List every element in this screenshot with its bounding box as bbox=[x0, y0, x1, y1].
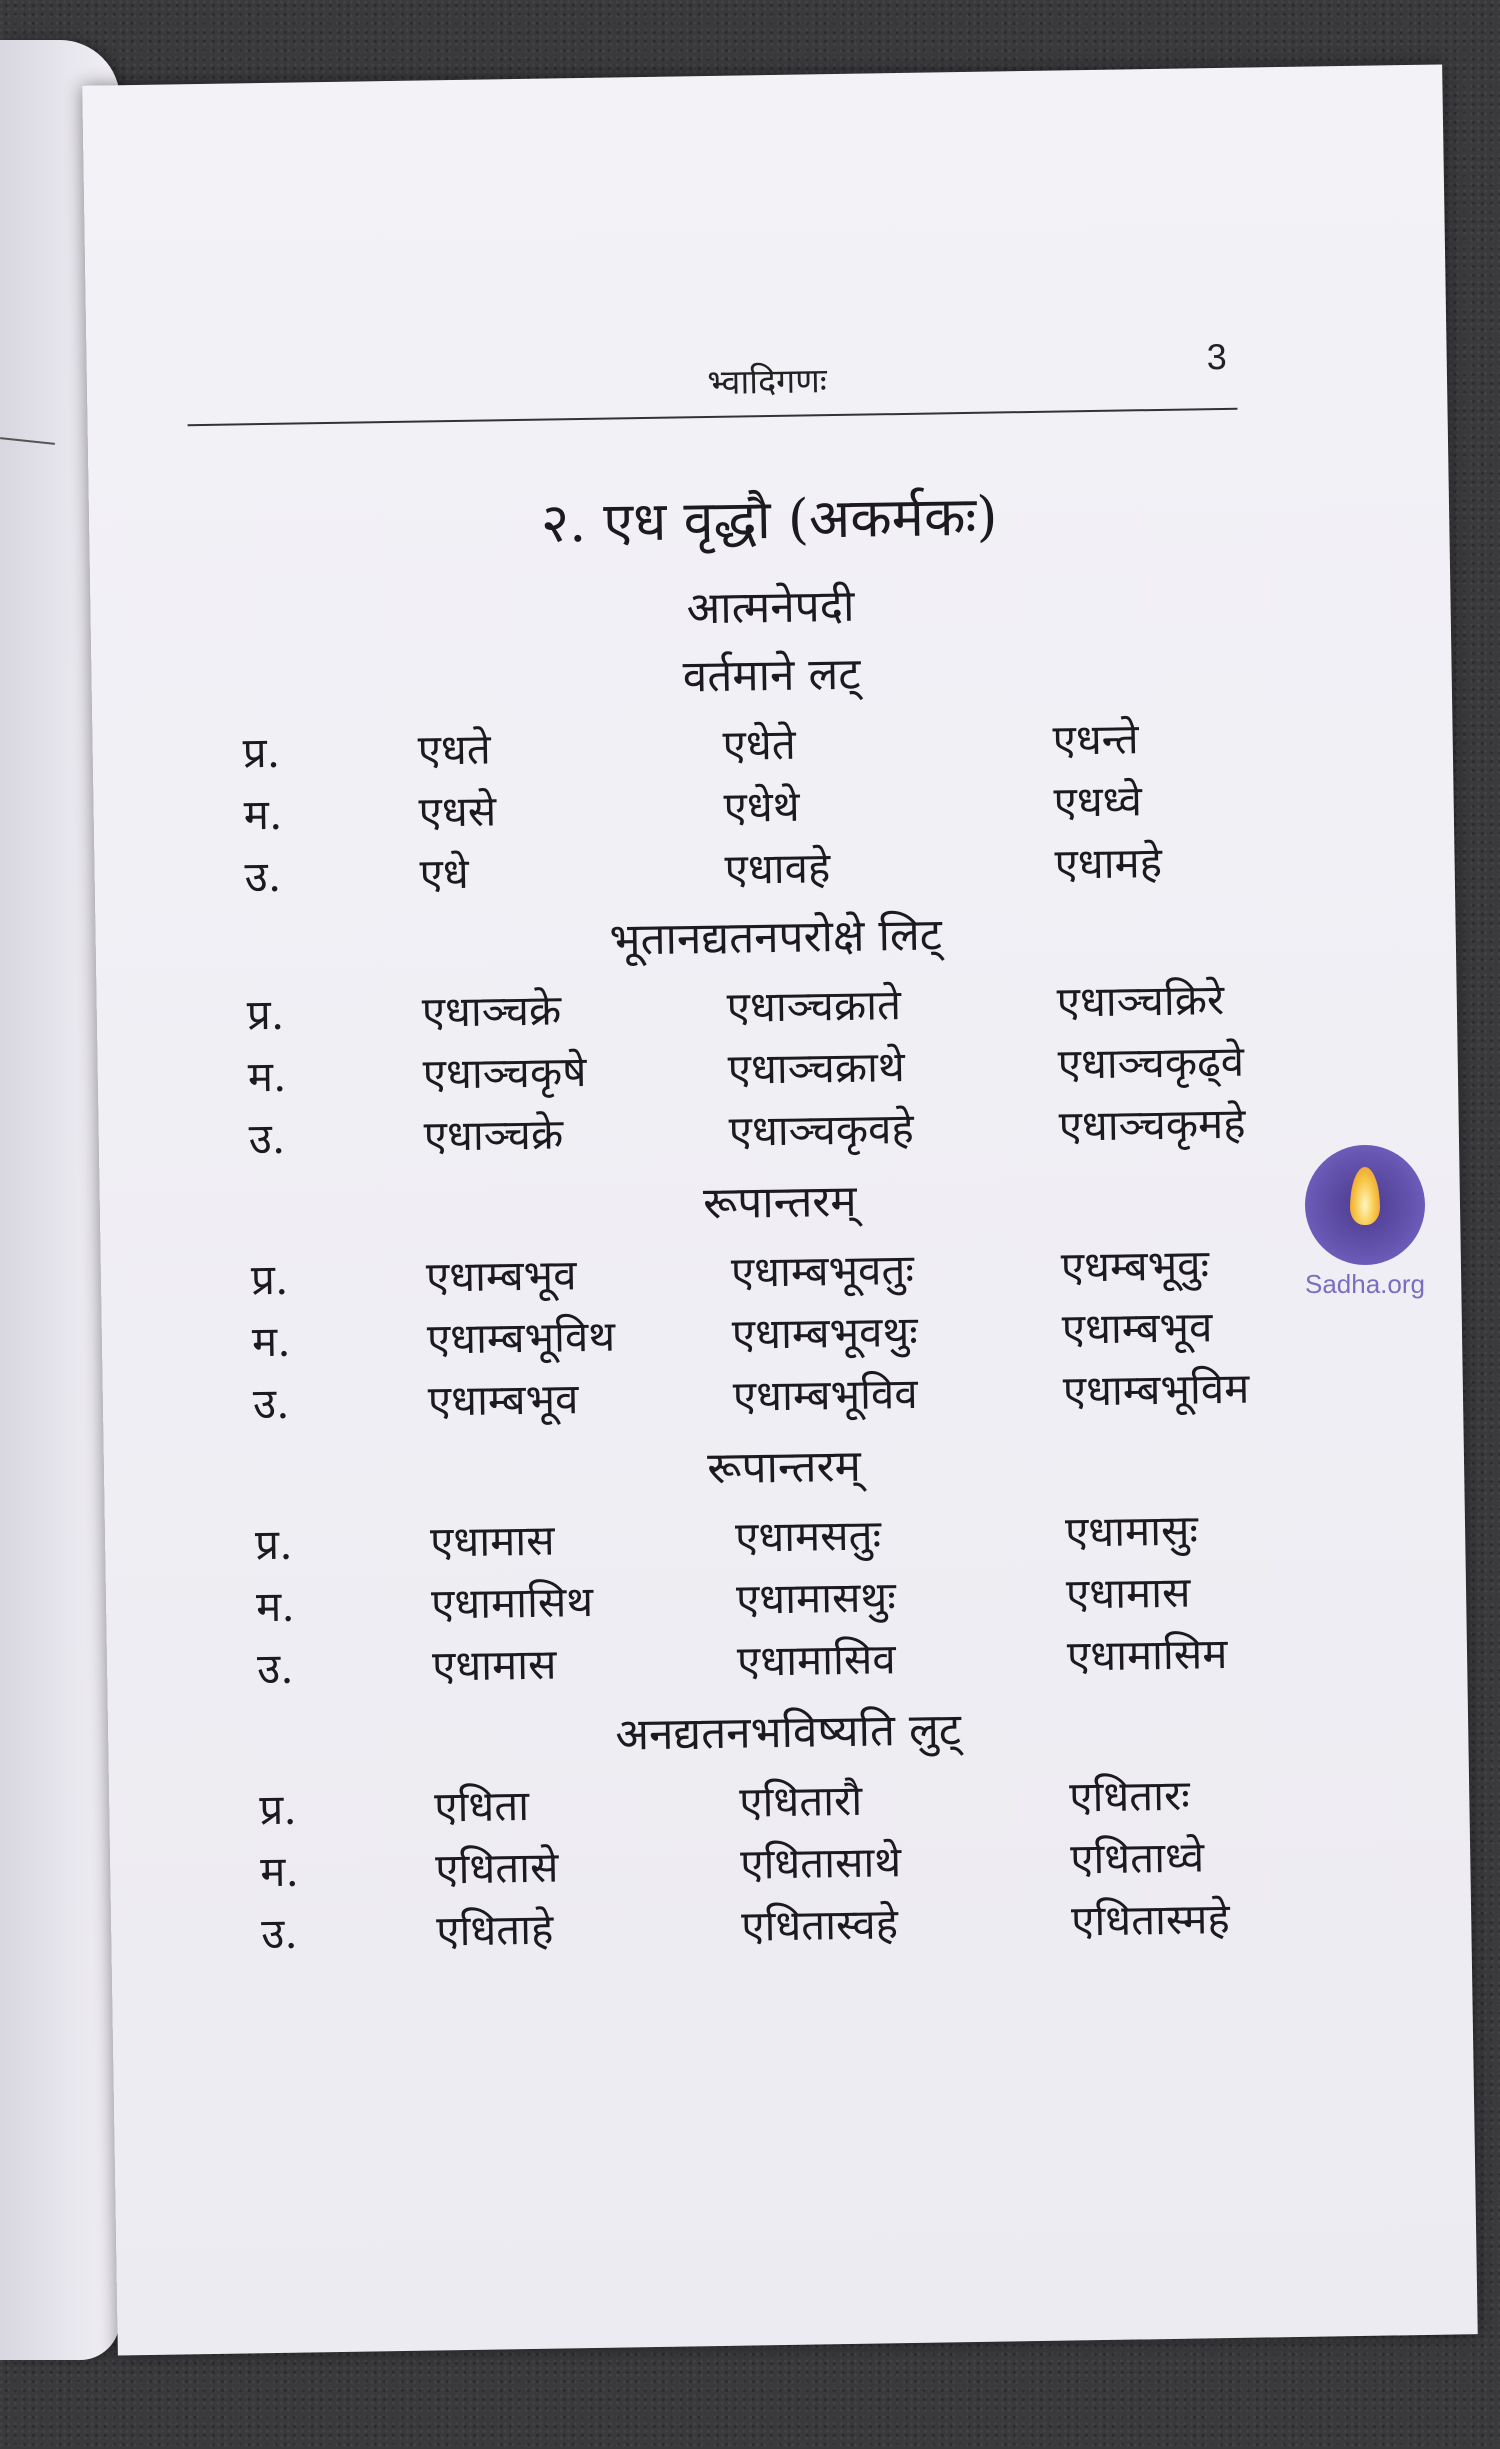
verb-form: एधाञ्चक्राते bbox=[726, 980, 902, 1032]
verb-form: एधिताध्वे bbox=[1069, 1832, 1205, 1884]
person-label: उ. bbox=[260, 1908, 299, 1959]
verb-form: एधम्बभूवुः bbox=[1060, 1240, 1210, 1292]
verb-form: एधते bbox=[417, 724, 492, 775]
facing-page-rule bbox=[0, 437, 55, 445]
running-head: भ्वादिगणः bbox=[707, 361, 827, 404]
verb-form: एधाम्बभूवथुः bbox=[731, 1306, 919, 1359]
person-label: म. bbox=[259, 1846, 300, 1897]
verb-form: एधामासिव bbox=[736, 1634, 897, 1686]
verb-form: एधसे bbox=[418, 786, 497, 837]
verb-form: एधाम्बभूविव bbox=[732, 1368, 918, 1421]
tense-heading: वर्तमाने लट् bbox=[682, 648, 861, 703]
verb-form: एधितारौ bbox=[738, 1775, 863, 1827]
person-label: उ. bbox=[256, 1643, 294, 1694]
verb-form: एधिताहे bbox=[435, 1904, 554, 1956]
person-label: उ. bbox=[248, 1113, 286, 1164]
verb-form: एधाञ्चकृढ्वे bbox=[1057, 1036, 1245, 1089]
verb-form: एधितासे bbox=[434, 1842, 559, 1894]
watermark-text: Sadha.org bbox=[1305, 1269, 1425, 1299]
person-label: प्र. bbox=[242, 727, 281, 778]
verb-form: एधामासिम bbox=[1066, 1629, 1228, 1681]
verb-form: एधितास्वहे bbox=[740, 1899, 899, 1951]
tense-heading: रूपान्तरम् bbox=[706, 1440, 862, 1495]
verb-form: एधामास bbox=[429, 1515, 555, 1567]
verb-form: एधितारः bbox=[1068, 1770, 1191, 1822]
verb-form: एधाञ्चक्रिरे bbox=[1056, 975, 1225, 1027]
verb-form: एधन्ते bbox=[1052, 714, 1139, 765]
verb-form: एधामास bbox=[1065, 1567, 1191, 1619]
person-label: प्र. bbox=[254, 1519, 293, 1570]
verb-form: एधाञ्चक्रे bbox=[421, 985, 562, 1037]
verb-form: एधाम्बभूविथ bbox=[426, 1311, 616, 1364]
tense-heading: रूपान्तरम् bbox=[702, 1175, 858, 1230]
lamp-logo-icon bbox=[1305, 1145, 1425, 1265]
verb-form: एधामासुः bbox=[1064, 1505, 1199, 1557]
verb-title: २. एध वृद्धौ (अकर्मकः) bbox=[540, 484, 998, 555]
verb-form: एधावहे bbox=[724, 843, 831, 894]
verb-form: एधितास्महे bbox=[1070, 1894, 1231, 1946]
verb-form: एधामासथुः bbox=[735, 1572, 897, 1624]
verb-form: एधाञ्चकृषे bbox=[422, 1047, 587, 1099]
person-label: म. bbox=[247, 1051, 287, 1102]
verb-form: एधेथे bbox=[723, 781, 800, 832]
sadha-watermark bbox=[1290, 1145, 1440, 1300]
verb-form: एधध्वे bbox=[1053, 776, 1143, 827]
verb-form: एधाञ्चक्रे bbox=[423, 1109, 564, 1161]
verb-form: एधाञ्चकृमहे bbox=[1058, 1098, 1246, 1151]
person-label: प्र. bbox=[250, 1254, 289, 1305]
verb-form: एधाञ्चकृवहे bbox=[728, 1103, 915, 1156]
verb-form: एधामासिथ bbox=[430, 1576, 594, 1629]
verb-form: एधाञ्चक्राथे bbox=[727, 1042, 906, 1094]
tense-heading: अनद्यतनभविष्यति लुट् bbox=[614, 1704, 962, 1761]
verb-form: एधाम्बभूव bbox=[1061, 1302, 1213, 1354]
verb-form: एधाम्बभूव bbox=[427, 1374, 579, 1426]
person-label: उ. bbox=[244, 851, 282, 902]
verb-form: एधाम्बभूवतुः bbox=[730, 1244, 915, 1297]
verb-form: एधामसतुः bbox=[734, 1510, 882, 1562]
verb-form: एधेते bbox=[722, 719, 797, 770]
person-label: म. bbox=[243, 789, 283, 840]
page-number: 3 bbox=[1206, 335, 1228, 378]
verb-form: एधाम्बभूव bbox=[425, 1250, 577, 1302]
person-label: उ. bbox=[252, 1378, 290, 1429]
person-label: प्र. bbox=[246, 989, 285, 1040]
verb-form: एधाम्बभूविम bbox=[1062, 1363, 1250, 1416]
verb-form: एधे bbox=[419, 848, 470, 899]
verb-form: एधितासाथे bbox=[739, 1837, 902, 1889]
book-page bbox=[82, 64, 1477, 2355]
person-label: म. bbox=[251, 1316, 291, 1367]
flame-icon bbox=[1350, 1167, 1380, 1225]
person-label: म. bbox=[255, 1581, 296, 1632]
verb-form: एधामहे bbox=[1054, 837, 1163, 889]
pada-label: आत्मनेपदी bbox=[686, 580, 855, 635]
person-label: प्र. bbox=[258, 1784, 297, 1835]
header-rule bbox=[188, 408, 1238, 426]
verb-form: एधामास bbox=[431, 1639, 557, 1691]
verb-form: एधिता bbox=[433, 1781, 530, 1832]
tense-heading: भूतानद्यतनपरोक्षे लिट् bbox=[609, 909, 943, 966]
